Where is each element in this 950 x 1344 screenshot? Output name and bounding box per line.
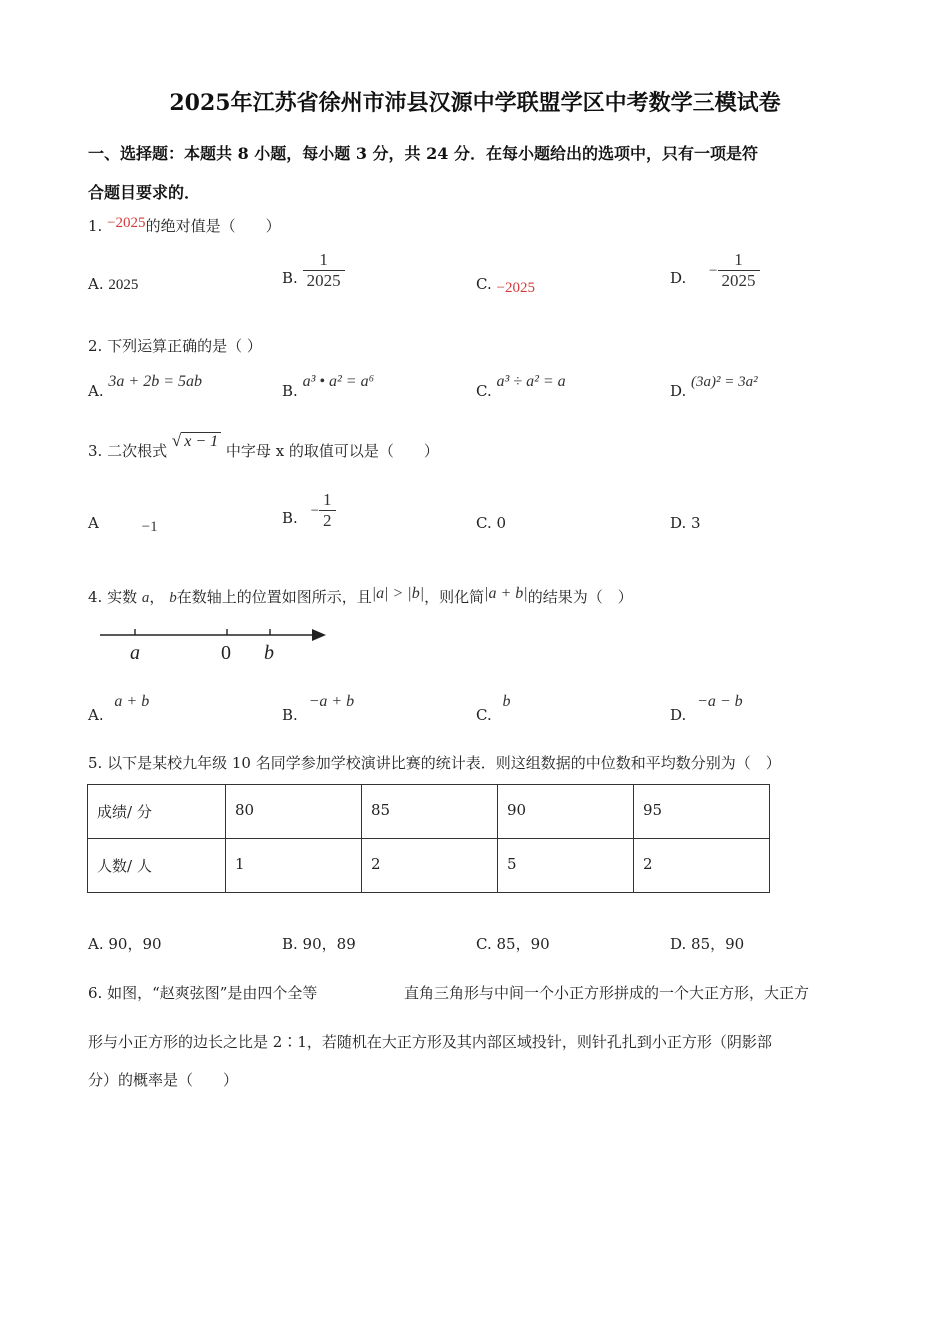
- q5-option-a: A. 90，90: [88, 935, 162, 953]
- q1-text: 的绝对值是（ ）: [145, 217, 281, 235]
- table-cell: 2: [634, 839, 770, 893]
- q2-option-b: B. a³ • a² = a⁶: [282, 373, 375, 400]
- q3-option-c: C. 0: [476, 514, 507, 532]
- q4-option-a: A. a + b: [88, 693, 150, 724]
- question-6-line2: 形与小正方形的边长之比是 2∶1，若随机在大正方形及其内部区域投针，则针孔扎到小正方形（阴影部: [88, 1033, 772, 1051]
- table-cell: 成绩/ 分: [88, 785, 226, 839]
- q3-option-b: B. − $\frac{1}{2}$: [282, 490, 336, 531]
- q3-option-a: A −1: [88, 514, 158, 535]
- table-cell: 80: [226, 785, 362, 839]
- q2-option-a: A. 3a + 2b = 5ab: [88, 373, 202, 400]
- table-row: [88, 785, 770, 839]
- table-cell: 人数/ 人: [88, 839, 226, 893]
- fraction: $\frac{1}{2025}$: [718, 250, 760, 291]
- q1-expression: −2025: [107, 215, 146, 231]
- fraction: $\frac{1}{2}$: [319, 490, 336, 531]
- q5-option-d: D. 85，90: [670, 935, 745, 953]
- question-1: [88, 215, 281, 236]
- axis-label-b: b: [264, 642, 274, 664]
- q1-option-b: B. $\frac{1}{2025}$: [282, 250, 345, 291]
- q1-option-c: C. −2025: [476, 275, 535, 296]
- q2-option-c: C. a³ ÷ a² = a: [476, 373, 566, 400]
- question-6-line1b: 直角三角形与中间一个小正方形拼成的一个大正方形，大正方: [404, 984, 810, 1002]
- section-header-line2: 合题目要求的．: [88, 183, 201, 202]
- table-cell: 95: [634, 785, 770, 839]
- q5-option-c: C. 85，90: [476, 935, 550, 953]
- q4-option-b: B. −a + b: [282, 693, 355, 724]
- score-table: [87, 784, 770, 893]
- q2-option-d: D. (3a)² = 3a²: [670, 374, 758, 400]
- radical-sign: √ x − 1: [172, 431, 221, 450]
- question-6-line1a: 6. 如图，“赵爽弦图”是由四个全等: [88, 984, 318, 1002]
- table-cell: 1: [226, 839, 362, 893]
- q4-option-c: C. b: [476, 693, 511, 724]
- question-2: 2. 下列运算正确的是（ ）: [88, 337, 262, 355]
- table-cell: 5: [498, 839, 634, 893]
- arrow-head-icon: [312, 629, 326, 641]
- table-cell: 90: [498, 785, 634, 839]
- q1-option-d: D. − $\frac{1}{2025}$: [670, 250, 760, 291]
- q3-option-d: D. 3: [670, 514, 701, 532]
- table-cell: 2: [362, 839, 498, 893]
- fraction: $\frac{1}{2025}$: [303, 250, 345, 291]
- question-5: 5. 以下是某校九年级 10 名同学参加学校演讲比赛的统计表．则这组数据的中位数和平均数分别为（ ）: [88, 754, 781, 772]
- section-header-line1: 一、选择题：本题共 8 小题，每小题 3 分，共 24 分．在每小题给出的选项中，只有一项是符: [88, 144, 758, 163]
- question-6-line3: 分）的概率是（ ）: [88, 1071, 239, 1089]
- question-number: 1.: [88, 217, 103, 235]
- table-row: [88, 839, 770, 893]
- q5-option-b: B. 90，89: [282, 935, 356, 953]
- question-3: 3. 二次根式 √ x − 1 中字母 x 的取值可以是（ ）: [88, 431, 439, 460]
- table-cell: 85: [362, 785, 498, 839]
- q1-option-a: A. 2025: [88, 275, 139, 293]
- q4-option-d: D. −a − b: [670, 693, 743, 724]
- question-4: 4. 实数 a， b在数轴上的位置如图所示，且|a| > |b|，则化简|a + b|的结果为（ ）: [88, 585, 633, 606]
- page-title: 2025年江苏省徐州市沛县汉源中学联盟学区中考数学三模试卷: [169, 90, 781, 116]
- number-line: [96, 622, 336, 666]
- axis-label-a: a: [130, 642, 140, 664]
- axis-label-zero: 0: [221, 642, 231, 664]
